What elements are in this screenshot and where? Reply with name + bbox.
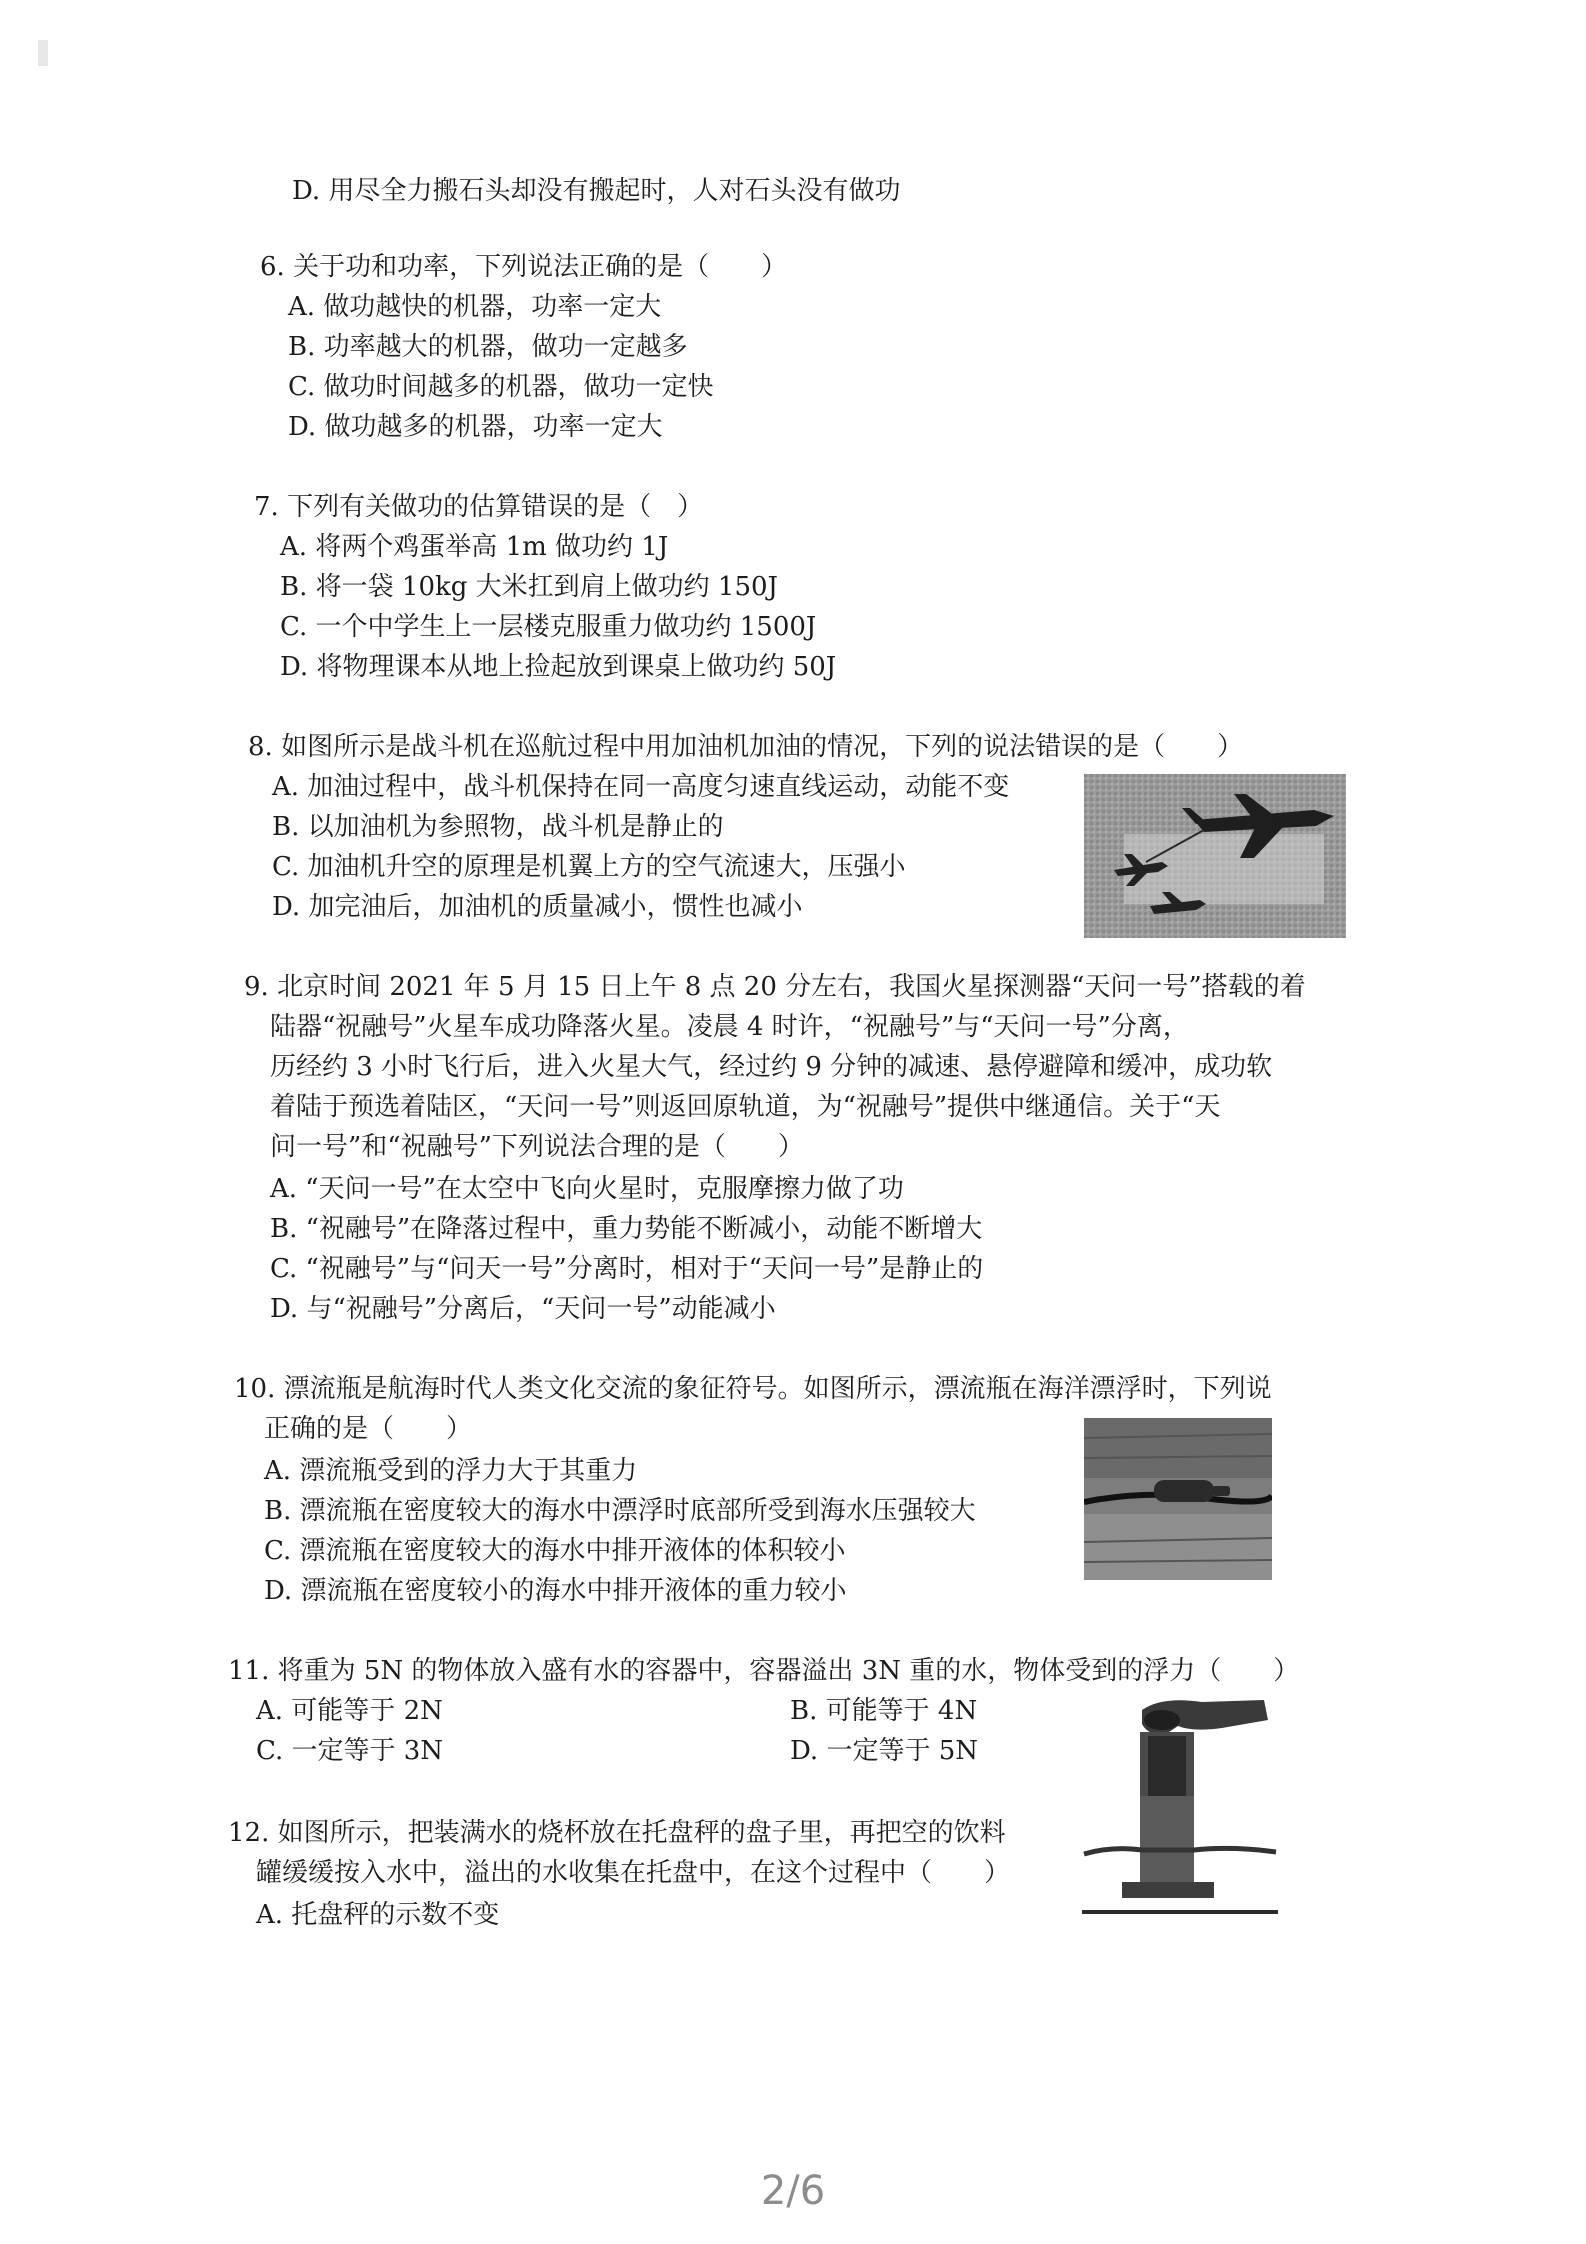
q6-option-d: D. 做功越多的机器，功率一定大 [288, 412, 663, 442]
q10-option-c: C. 漂流瓶在密度较大的海水中排开液体的体积较小 [264, 1536, 846, 1566]
q12-scale-figure [1082, 1696, 1278, 1924]
q8-option-b: B. 以加油机为参照物，战斗机是静止的 [272, 812, 724, 842]
q9-stem-line-5: 问一号”和“祝融号”下列说法合理的是（ ） [270, 1132, 804, 1162]
q10-stem-line-1: 10. 漂流瓶是航海时代人类文化交流的象征符号。如图所示，漂流瓶在海洋漂浮时，下列说 [234, 1374, 1272, 1404]
q11-option-b: B. 可能等于 4N [790, 1696, 978, 1726]
q11-option-c: C. 一定等于 3N [256, 1736, 444, 1766]
q12-stem-line-2: 罐缓缓按入水中，溢出的水收集在托盘中，在这个过程中（ ） [256, 1858, 1011, 1888]
q12-option-a: A. 托盘秤的示数不变 [256, 1900, 500, 1930]
q8-option-c: C. 加油机升空的原理是机翼上方的空气流速大，压强小 [272, 852, 906, 882]
q9-option-d: D. 与“祝融号”分离后，“天问一号”动能减小 [270, 1294, 776, 1324]
q7-option-a: A. 将两个鸡蛋举高 1m 做功约 1J [280, 532, 669, 562]
q11-option-d: D. 一定等于 5N [790, 1736, 979, 1766]
q10-option-a: A. 漂流瓶受到的浮力大于其重力 [264, 1456, 638, 1486]
q7-option-d: D. 将物理课本从地上捡起放到课桌上做功约 50J [280, 652, 837, 682]
q8-option-a: A. 加油过程中，战斗机保持在同一高度匀速直线运动，动能不变 [272, 772, 1010, 802]
q8-stem: 8. 如图所示是战斗机在巡航过程中用加油机加油的情况，下列的说法错误的是（ ） [248, 732, 1244, 762]
q6-option-a: A. 做功越快的机器，功率一定大 [288, 292, 662, 322]
page-indicator: 2/6 [760, 2168, 826, 2214]
q10-stem-line-2: 正确的是（ ） [264, 1414, 473, 1444]
q12-stem-line-1: 12. 如图所示，把装满水的烧杯放在托盘秤的盘子里，再把空的饮料 [228, 1818, 1006, 1848]
q6-stem: 6. 关于功和功率，下列说法正确的是（ ） [260, 252, 788, 282]
q9-option-c: C. “祝融号”与“问天一号”分离时，相对于“天问一号”是静止的 [270, 1254, 984, 1284]
q7-stem: 7. 下列有关做功的估算错误的是（ ） [254, 492, 704, 522]
q10-option-d: D. 漂流瓶在密度较小的海水中排开液体的重力较小 [264, 1576, 847, 1606]
beaker-icon [1140, 1732, 1194, 1882]
hand-icon [1142, 1700, 1268, 1734]
q5-option-d: D. 用尽全力搬石头却没有搬起时，人对石头没有做功 [292, 176, 901, 206]
scan-artifact [38, 40, 48, 66]
q7-option-c: C. 一个中学生上一层楼克服重力做功约 1500J [280, 612, 817, 642]
q9-stem-line-1: 9. 北京时间 2021 年 5 月 15 日上午 8 点 20 分左右，我国火星探测器“天问一号”搭载的着 [244, 972, 1306, 1002]
q6-option-c: C. 做功时间越多的机器，做功一定快 [288, 372, 714, 402]
q10-option-b: B. 漂流瓶在密度较大的海水中漂浮时底部所受到海水压强较大 [264, 1496, 976, 1526]
q9-stem-line-4: 着陆于预选着陆区，“天问一号”则返回原轨道，为“祝融号”提供中继通信。关于“天 [270, 1092, 1221, 1122]
q9-stem-line-3: 历经约 3 小时飞行后，进入火星大气，经过约 9 分钟的减速、悬停避障和缓冲，成功软 [270, 1052, 1273, 1082]
q8-refueling-figure [1084, 774, 1346, 938]
q10-drift-bottle-figure [1084, 1418, 1272, 1580]
q8-option-d: D. 加完油后，加油机的质量减小，惯性也减小 [272, 892, 803, 922]
q11-option-a: A. 可能等于 2N [256, 1696, 443, 1726]
q11-stem: 11. 将重为 5N 的物体放入盛有水的容器中，容器溢出 3N 重的水，物体受到的浮力（ ） [228, 1656, 1300, 1686]
q9-option-a: A. “天问一号”在太空中飞向火星时，克服摩擦力做了功 [270, 1174, 904, 1204]
q6-option-b: B. 功率越大的机器，做功一定越多 [288, 332, 688, 362]
q9-option-b: B. “祝融号”在降落过程中，重力势能不断减小，动能不断增大 [270, 1214, 983, 1244]
q9-stem-line-2: 陆器“祝融号”火星车成功降落火星。凌晨 4 时许，“祝融号”与“天问一号”分离， [270, 1012, 1189, 1042]
q7-option-b: B. 将一袋 10kg 大米扛到肩上做功约 150J [280, 572, 778, 602]
